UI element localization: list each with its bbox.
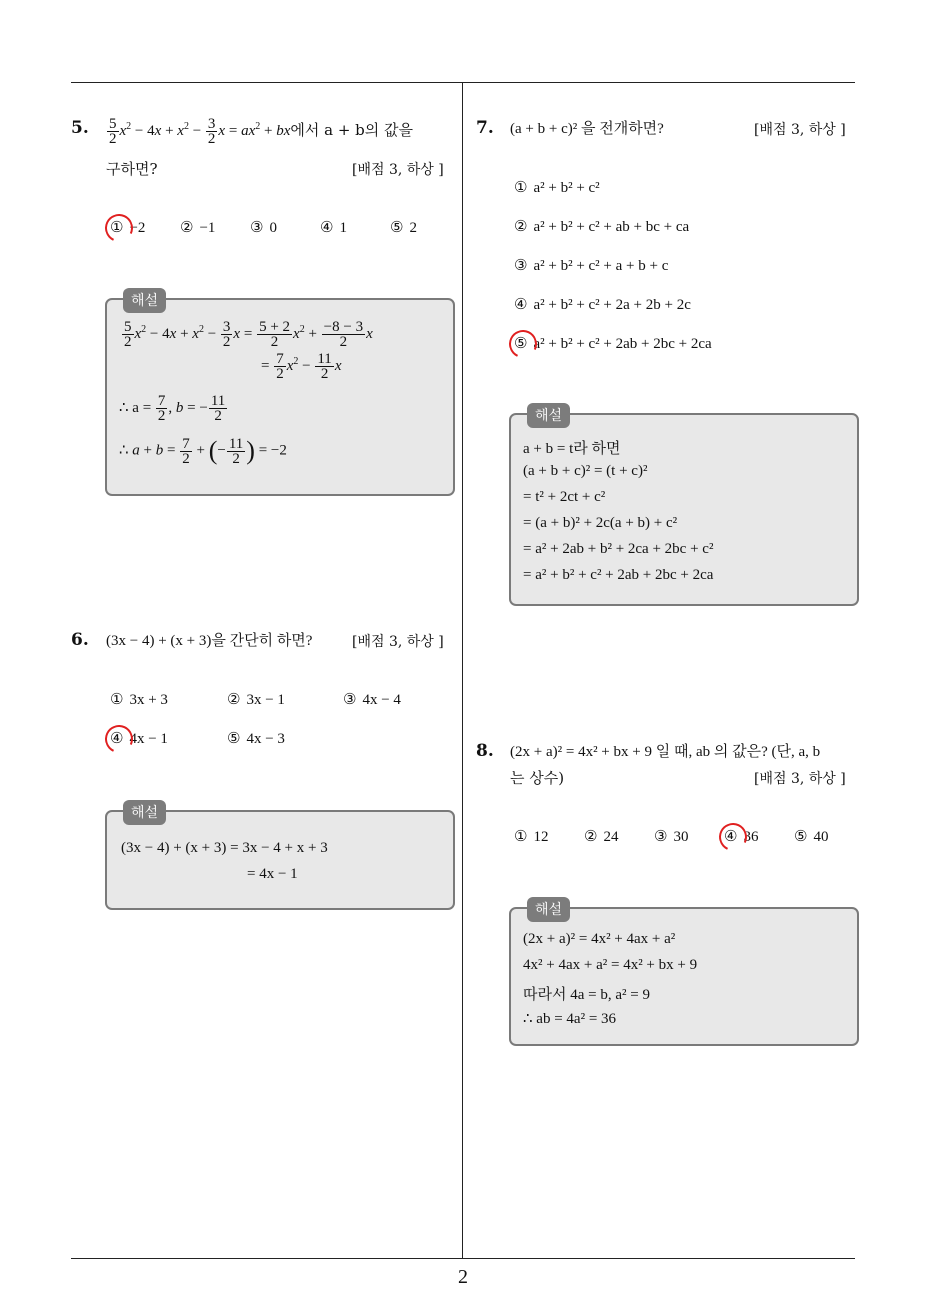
q7-choice-3[interactable]: ③ a² + b² + c² + a + b + c bbox=[514, 256, 669, 274]
q6-solution-box bbox=[105, 805, 455, 910]
q5-solution-box bbox=[105, 293, 455, 496]
q7-score: [배점 3, 하상 ] bbox=[754, 122, 846, 138]
q6-choice-3[interactable]: ③ 4x − 4 bbox=[343, 690, 401, 708]
q8-number: 8. bbox=[476, 741, 494, 761]
q7-solution-box bbox=[509, 408, 859, 606]
q5-choice-5[interactable]: ⑤ 2 bbox=[390, 218, 417, 236]
q8-score: [배점 3, 하상 ] bbox=[754, 771, 846, 787]
q5-solution-tag: 해설 bbox=[123, 288, 166, 313]
q8-choice-3[interactable]: ③ 30 bbox=[654, 827, 689, 845]
q8-choice-4[interactable]: ④ 36 bbox=[724, 827, 759, 845]
q5-choice-3[interactable]: ③ 0 bbox=[250, 218, 277, 236]
q6-solution-line1: (3x − 4) + (x + 3) = 3x − 4 + x + 3 bbox=[121, 840, 328, 856]
q8-choice-5[interactable]: ⑤ 40 bbox=[794, 827, 829, 845]
q7-choice-5[interactable]: ⑤ a² + b² + c² + 2ab + 2bc + 2ca bbox=[514, 334, 712, 352]
q8-question-line1: (2x + a)² = 4x² + bx + 9 일 때, ab 의 값은? (단, a, b bbox=[510, 744, 821, 760]
q7-solution-line3: = t² + 2ct + c² bbox=[523, 489, 606, 505]
q6-choice-5[interactable]: ⑤ 4x − 3 bbox=[227, 729, 285, 747]
q5-choice-1[interactable]: ① −2 bbox=[110, 218, 146, 236]
q8-solution-line4: ∴ ab = 4a² = 36 bbox=[523, 1011, 617, 1027]
q5-question-line2: 구하면? bbox=[106, 160, 158, 178]
q5-answer-circle-icon bbox=[101, 210, 137, 246]
q7-solution-tag: 해설 bbox=[527, 403, 570, 428]
q5-score: [배점 3, 하상 ] bbox=[352, 162, 444, 178]
q6-solution-tag: 해설 bbox=[123, 800, 166, 825]
page-number: 2 bbox=[458, 1266, 468, 1288]
q5-solution-line3: ∴ a = $\frac{7}{2}$ , b = − $\frac{11}{2}$ bbox=[119, 393, 226, 424]
q8-solution-tag: 해설 bbox=[527, 897, 570, 922]
q5-question-suffix: 에서 a + b의 값을 bbox=[290, 121, 414, 139]
q8-solution-box bbox=[509, 902, 859, 1046]
q7-number: 7. bbox=[476, 118, 494, 138]
q7-choice-2[interactable]: ② a² + b² + c² + ab + bc + ca bbox=[514, 217, 690, 235]
q6-solution-line2: = 4x − 1 bbox=[247, 866, 298, 882]
q8-solution-line2: 4x² + 4ax + a² = 4x² + bx + 9 bbox=[523, 957, 698, 973]
q8-choice-1[interactable]: ① 12 bbox=[514, 827, 549, 845]
q8-question-line2: 는 상수) bbox=[510, 769, 565, 787]
q7-choice-4[interactable]: ④ a² + b² + c² + 2a + 2b + 2c bbox=[514, 295, 691, 313]
q6-choice-1[interactable]: ① 3x + 3 bbox=[110, 690, 168, 708]
q6-choice-4[interactable]: ④ 4x − 1 bbox=[110, 729, 168, 747]
q7-choice-1[interactable]: ① a² + b² + c² bbox=[514, 178, 600, 196]
column-divider bbox=[462, 83, 463, 1259]
q6-score: [배점 3, 하상 ] bbox=[352, 634, 444, 650]
q7-question: (a + b + c)² 을 전개하면? bbox=[510, 121, 664, 137]
q5-number: 5. bbox=[71, 118, 89, 138]
q7-answer-circle-icon bbox=[505, 326, 541, 362]
q5-solution-line1: $\frac{5}{2}$ $x^2 - 4x + x^2$ − $\frac{3}{2}$ x = $\frac{5 + 2}{2}$ $x^2$ + $\frac{-8 - 3}{2}$ x bbox=[124, 319, 373, 350]
q8-solution-line3: 따라서 4a = b, a² = 9 bbox=[523, 987, 650, 1003]
q7-solution-line2: (a + b + c)² = (t + c)² bbox=[523, 463, 648, 479]
q8-answer-circle-icon bbox=[715, 819, 751, 855]
q5-choice-4[interactable]: ④ 1 bbox=[320, 218, 347, 236]
q6-answer-circle-icon bbox=[101, 721, 137, 757]
bottom-rule bbox=[71, 1258, 855, 1259]
q8-choice-2[interactable]: ② 24 bbox=[584, 827, 619, 845]
q7-solution-line5: = a² + 2ab + b² + 2ca + 2bc + c² bbox=[523, 541, 714, 557]
q8-solution-line1: (2x + a)² = 4x² + 4ax + a² bbox=[523, 931, 676, 947]
q5-question-line1: $\frac{5}{2}$ $x^2 - 4x + x^2$ − $\frac{3}{2}$ $x = ax^2$ + bx에서 a + b의 값을 bbox=[109, 115, 414, 147]
q5-solution-line4: ∴ a + b = $\frac{7}{2}$ + (− $\frac{11}{2}$ ) = −2 bbox=[119, 435, 287, 467]
q5-solution-line2: = $\frac{7}{2}$ $x^2$ − $\frac{11}{2}$ x bbox=[261, 351, 342, 382]
q5-choice-2[interactable]: ② −1 bbox=[180, 218, 216, 236]
top-rule bbox=[71, 82, 855, 83]
q7-solution-line6: = a² + b² + c² + 2ab + 2bc + 2ca bbox=[523, 567, 714, 583]
q6-choice-2[interactable]: ② 3x − 1 bbox=[227, 690, 285, 708]
q6-question: (3x − 4) + (x + 3)을 간단히 하면? bbox=[106, 633, 313, 649]
q7-solution-line4: = (a + b)² + 2c(a + b) + c² bbox=[523, 515, 678, 531]
q7-solution-line1: a + b = t라 하면 bbox=[523, 441, 621, 457]
q6-number: 6. bbox=[71, 630, 89, 650]
